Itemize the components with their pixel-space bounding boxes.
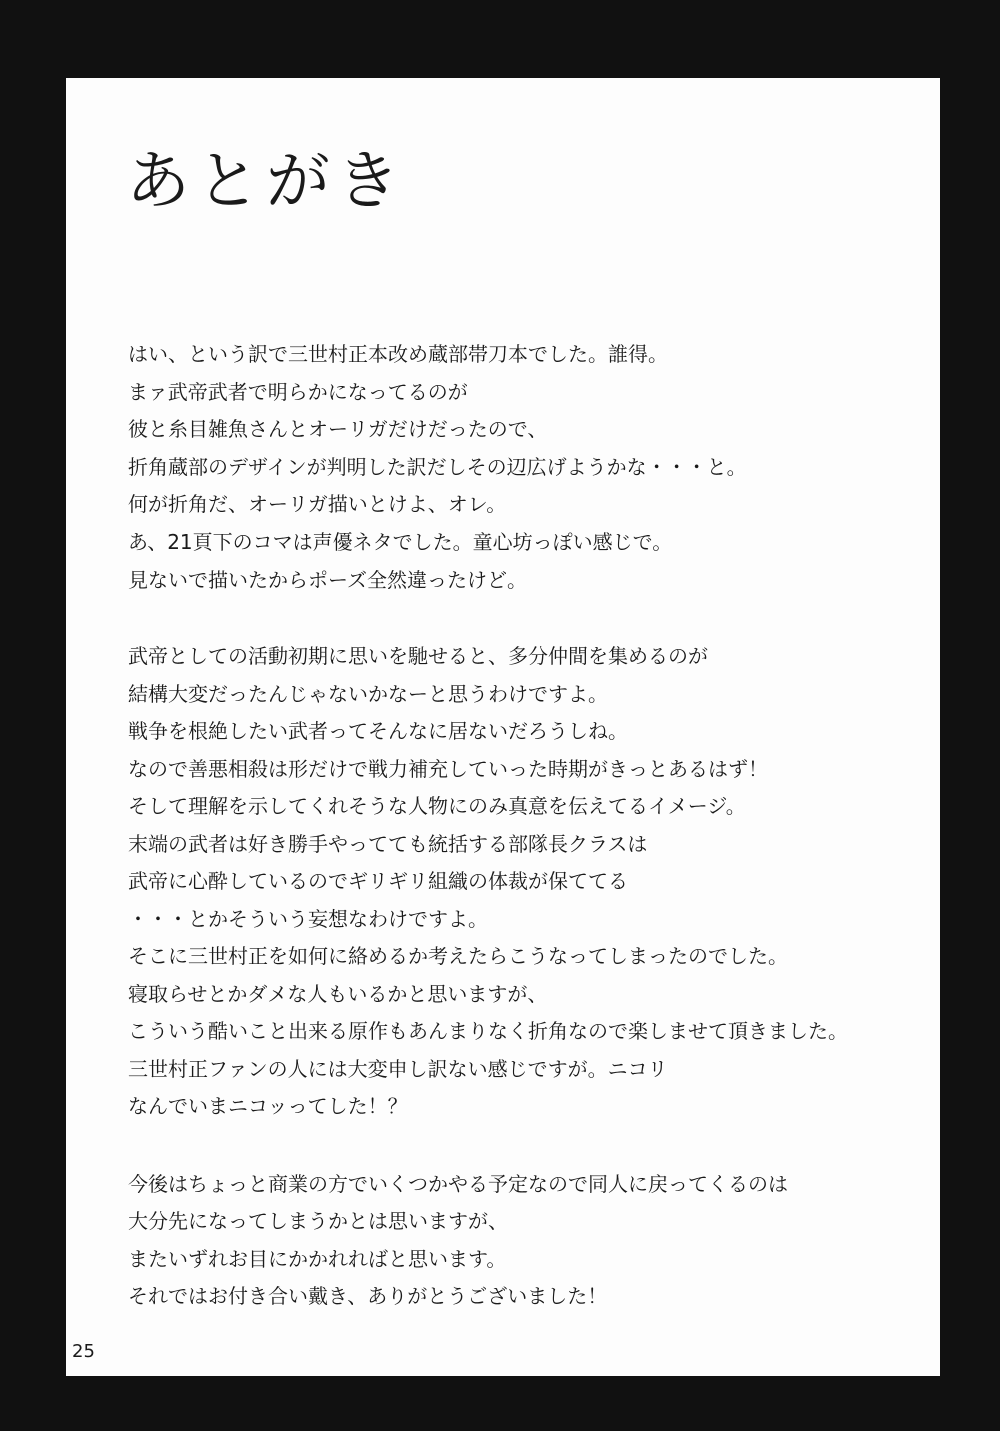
text-line: 今後はちょっと商業の方でいくつかやる予定なので同人に戻ってくるのは [128,1172,788,1196]
text-line: 武帝としての活動初期に思いを馳せると、多分仲間を集めるのが [128,644,708,668]
text-line: 何が折角だ、オーリガ描いとけよ、オレ。 [128,492,507,516]
text-line: なんでいまニコッってした！？ [128,1094,408,1118]
text-line: それではお付き合い戴き、ありがとうございました！ [128,1284,608,1308]
text-line: ・・・とかそういう妄想なわけですよ。 [128,907,488,931]
text-line: 寝取らせとかダメな人もいるかと思いますが、 [128,982,548,1006]
text-line: 三世村正ファンの人には大変申し訳ない感じですが。ニコリ [128,1057,668,1081]
text-line: はい、という訳で三世村正本改め蔵部帯刀本でした。誰得。 [128,342,668,366]
text-line: 武帝に心酔しているのでギリギリ組織の体裁が保ててる [128,869,628,893]
text-line: 大分先になってしまうかとは思いますが、 [128,1209,508,1233]
text-line: そこに三世村正を如何に絡めるか考えたらこうなってしまったのでした。 [128,944,788,968]
text-line: まァ武帝武者で明らかになってるのが [128,380,468,404]
text-line: 彼と糸目雑魚さんとオーリガだけだったので、 [128,417,548,441]
text-line: 戦争を根絶したい武者ってそんなに居ないだろうしね。 [128,719,628,743]
page-number: 25 [72,1341,95,1362]
page-title: あとがき [126,145,406,219]
text-line: なので善悪相殺は形だけで戦力補充していった時期がきっとあるはず！ [128,757,768,781]
text-line: 見ないで描いたからポーズ全然違ったけど。 [128,568,527,592]
text-line: 折角蔵部のデザインが判明した訳だしその辺広げようかな・・・と。 [128,455,747,479]
text-line: 結構大変だったんじゃないかなーと思うわけですよ。 [128,682,608,706]
text-line: こういう酷いこと出来る原作もあんまりなく折角なので楽しませて頂きました。 [128,1019,848,1043]
text-line: 末端の武者は好き勝手やってても統括する部隊長クラスは [128,832,648,856]
text-line: またいずれお目にかかれればと思います。 [128,1247,507,1271]
text-line: あ、21頁下のコマは声優ネタでした。童心坊っぽい感じで。 [128,530,673,554]
page-sheet [66,78,940,1376]
text-line: そして理解を示してくれそうな人物にのみ真意を伝えてるイメージ。 [128,794,746,818]
